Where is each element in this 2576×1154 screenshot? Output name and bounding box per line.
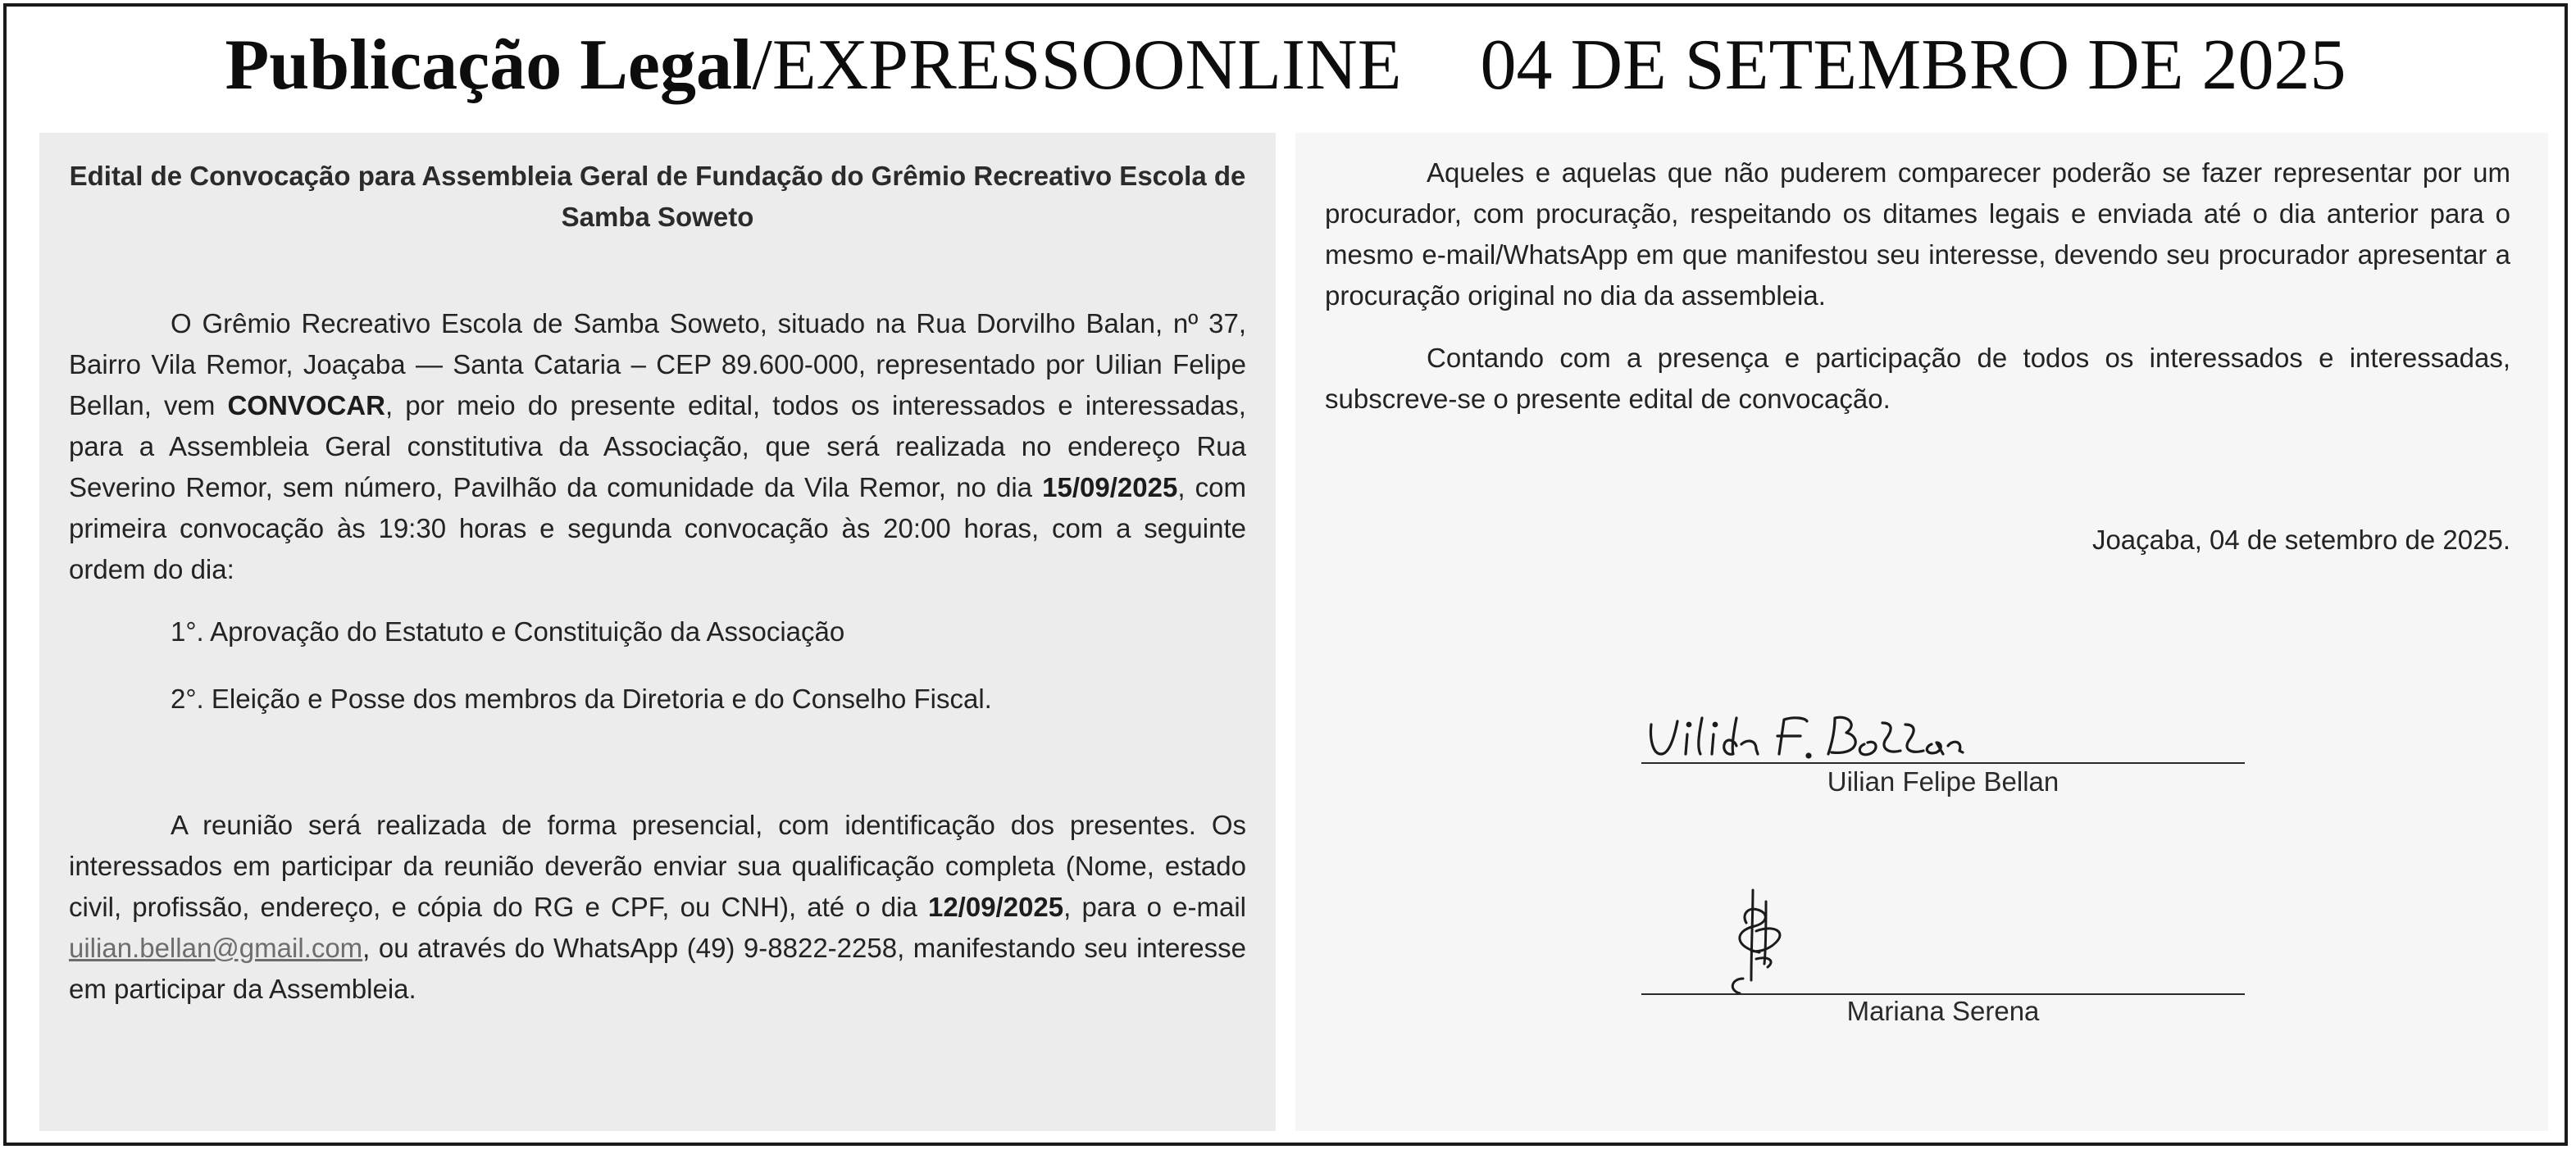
agenda-item-1: 1°. Aprovação do Estatuto e Constituição da Associação xyxy=(171,616,845,647)
convocation-paragraph: O Grêmio Recreativo Escola de Samba Soweto, situado na Rua Dorvilho Balan, nº 37, Bairro Vila Remor, Joaçaba — Santa Cataria – CEP 89.600-000, representado por Uilian Felipe Bellan, vem CONVOCAR, por meio do presente edital, todos os interessados e interessadas, para a Assembleia Geral constitutiva da Associação, que será realizada no endereço Rua Severino Remor, sem número, Pavilhão da comunidade da Vila Remor, no dia 15/09/2025, com primeira convocação às 19:30 horas e segunda convocação às 20:00 horas, com a seguinte ordem do dia: xyxy=(69,308,1247,584)
signature-image xyxy=(1641,706,2100,764)
closing-paragraph: Contando com a presença e participação de todos os interessados e interessadas, subscreve-se o presente edital de convocação. xyxy=(1325,343,2510,414)
signature-block-serena xyxy=(1641,939,2245,1054)
registration-deadline: 12/09/2025 xyxy=(927,892,1064,922)
convocar-emphasis: CONVOCAR xyxy=(227,390,385,420)
contact-email-link[interactable]: uilian.bellan@gmail.com xyxy=(69,933,363,963)
place-and-date: Joaçaba, 04 de setembro de 2025. xyxy=(2091,525,2510,555)
brand-bold: Publicação Legal xyxy=(225,25,753,105)
notice-right-column xyxy=(1295,133,2548,1131)
notice-title: Edital de Convocação para Assembleia Geral de Fundação do Grêmio Recreativo Escola de Samba Soweto xyxy=(69,161,1246,232)
publication-frame xyxy=(3,3,2568,1146)
signer-name-bellan: Uilian Felipe Bellan xyxy=(1827,766,2059,797)
masthead xyxy=(7,25,2565,107)
signature-block-bellan xyxy=(1641,706,2245,805)
notice-left-column xyxy=(39,133,1276,1131)
signature-image xyxy=(1718,882,1833,997)
assembly-date: 15/09/2025 xyxy=(1042,472,1178,502)
publication-date: 04 DE SETEMBRO DE 2025 xyxy=(1480,25,2346,105)
proxy-paragraph: Aqueles e aquelas que não puderem comparecer poderão se fazer representar por um procurador, com procuração, respeitando os ditames legais e enviada até o dia anterior para o mesmo e-mail/WhatsApp em que manifestou seu interesse, devendo seu procurador apresentar a procuração original no dia da assembleia. xyxy=(1325,157,2510,311)
agenda-item-2: 2°. Eleição e Posse dos membros da Diretoria e do Conselho Fiscal. xyxy=(171,684,992,714)
signer-name-serena: Mariana Serena xyxy=(1846,996,2040,1026)
brand-name: /EXPRESSOONLINE xyxy=(752,25,1402,105)
meeting-details-paragraph: A reunião será realizada de forma presencial, com identificação dos presentes. Os interessados em participar da reunião deverão enviar sua qualificação completa (Nome, estado civil, profissão, endereço, e cópia do RG e CPF, ou CNH), até o dia 12/09/2025, para o e-mail uilian.bellan@gmail.com, ou através do WhatsApp (49) 9-8822-2258, manifestando seu interesse em participar da Assembleia. xyxy=(69,810,1246,1004)
